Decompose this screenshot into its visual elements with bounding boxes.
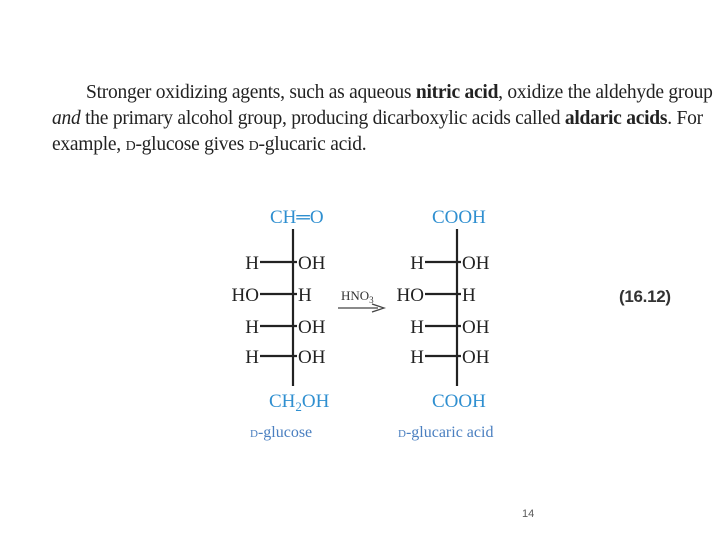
reactant-row-3-left: H	[245, 317, 259, 338]
product-name: d-glucaric acid	[398, 424, 494, 441]
bold-term-nitric-acid: nitric acid	[415, 82, 499, 103]
reagent-label: $HNO_3$	[341, 288, 374, 305]
product-row-1-right: OH	[462, 253, 490, 274]
reactant-top-group: CH═O	[270, 207, 324, 228]
bold-term-aldaric-acids: aldaric acids	[564, 108, 668, 129]
reactant-row-4-right: OH	[298, 347, 326, 368]
reactant-row-2-right: H	[298, 285, 312, 306]
reactant-bottom-group: $CH_2OH$	[269, 391, 330, 414]
text-run: -glucose gives	[135, 134, 249, 155]
d-prefix: d	[125, 134, 136, 155]
text-run: . For	[667, 108, 703, 129]
reactant-name: d-glucose	[250, 424, 313, 441]
text-run: the primary alcohol group, producing dicarboxylic acids called	[80, 108, 565, 129]
product-fischer-projection	[397, 207, 494, 441]
product-bottom-group: COOH	[432, 391, 486, 412]
text-run: , oxidize the aldehyde group	[498, 82, 713, 103]
product-top-group: COOH	[432, 207, 486, 228]
italic-and: and	[52, 108, 81, 129]
reaction-arrow	[338, 288, 384, 312]
reactant-row-1-left: H	[245, 253, 259, 274]
reactant-row-3-right: OH	[298, 317, 326, 338]
reactant-row-4-left: H	[245, 347, 259, 368]
product-row-1-left: H	[410, 253, 424, 274]
reactant-fischer-projection	[232, 207, 330, 441]
text-run: Stronger oxidizing agents, such as aqueous	[86, 82, 416, 103]
text-run: -glucaric acid.	[258, 134, 367, 155]
product-row-3-left: H	[410, 317, 424, 338]
equation-number: (16.12)	[619, 287, 671, 306]
product-row-3-right: OH	[462, 317, 490, 338]
reactant-row-1-right: OH	[298, 253, 326, 274]
product-row-4-right: OH	[462, 347, 490, 368]
product-row-2-left: HO	[396, 285, 424, 306]
text-run: example,	[52, 134, 126, 155]
reactant-row-2-left: HO	[231, 285, 259, 306]
page-number: 14	[522, 508, 535, 520]
d-prefix: d	[248, 134, 259, 155]
product-row-4-left: H	[410, 347, 424, 368]
product-row-2-right: H	[462, 285, 476, 306]
